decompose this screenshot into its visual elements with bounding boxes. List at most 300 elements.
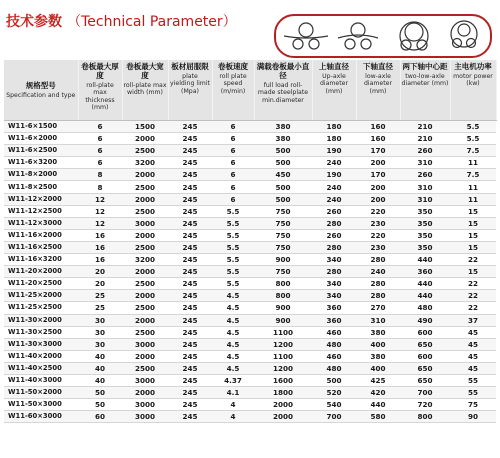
table-row — [4, 217, 496, 229]
table-row — [4, 399, 496, 411]
table-cell: 180 — [312, 133, 356, 145]
table-cell: 5.5 — [212, 254, 254, 266]
model-cell: W11-6×1500 — [4, 121, 78, 133]
model-cell: W11-6×2000 — [4, 133, 78, 145]
table-cell: 2500 — [122, 278, 168, 290]
table-cell: 340 — [312, 254, 356, 266]
model-cell: W11-25×2000 — [4, 290, 78, 302]
table-body — [4, 121, 496, 423]
table-cell: 4.5 — [212, 338, 254, 350]
table-cell: 245 — [168, 314, 212, 326]
table-cell: 2000 — [254, 411, 312, 423]
table-row — [4, 362, 496, 374]
table-row — [4, 133, 496, 145]
column-header-en: low-axle diameter (mm) — [363, 73, 393, 95]
column-header-en: Specification and type — [6, 91, 76, 99]
table-cell: 800 — [254, 278, 312, 290]
title-zh: 技术参数 — [6, 14, 62, 30]
table-cell: 310 — [356, 314, 400, 326]
table-cell: 245 — [168, 145, 212, 157]
table-cell: 3000 — [122, 399, 168, 411]
table-cell: 4.37 — [212, 374, 254, 386]
table-cell: 340 — [312, 278, 356, 290]
model-cell: W11-50×2000 — [4, 387, 78, 399]
table-cell: 3000 — [122, 217, 168, 229]
table-cell: 500 — [254, 157, 312, 169]
column-header — [312, 60, 356, 121]
table-cell: 490 — [400, 314, 450, 326]
table-cell: 6 — [78, 121, 122, 133]
table-row — [4, 278, 496, 290]
table-row — [4, 205, 496, 217]
table-row — [4, 302, 496, 314]
table-cell: 245 — [168, 205, 212, 217]
roller-diagram-graphic — [276, 16, 490, 56]
table-cell: 45 — [450, 350, 496, 362]
table-cell: 245 — [168, 157, 212, 169]
table-cell: 240 — [312, 157, 356, 169]
table-cell: 30 — [78, 338, 122, 350]
table-cell: 520 — [312, 387, 356, 399]
table-cell: 245 — [168, 229, 212, 241]
table-cell: 245 — [168, 278, 212, 290]
table-row — [4, 157, 496, 169]
table-cell: 245 — [168, 326, 212, 338]
parameter-table — [4, 60, 497, 423]
table-cell: 230 — [356, 241, 400, 253]
table-cell: 6 — [212, 133, 254, 145]
table-cell: 5.5 — [212, 241, 254, 253]
table-cell: 1500 — [122, 121, 168, 133]
table-cell: 540 — [312, 399, 356, 411]
model-cell: W11-16×2000 — [4, 229, 78, 241]
table-cell: 420 — [356, 387, 400, 399]
table-cell: 650 — [400, 362, 450, 374]
table-cell: 200 — [356, 157, 400, 169]
table-cell: 4.5 — [212, 290, 254, 302]
table-cell: 245 — [168, 399, 212, 411]
table-cell: 8 — [78, 181, 122, 193]
table-cell: 280 — [312, 241, 356, 253]
table-cell: 245 — [168, 302, 212, 314]
table-cell: 245 — [168, 217, 212, 229]
table-cell: 90 — [450, 411, 496, 423]
table-cell: 160 — [356, 121, 400, 133]
table-row — [4, 145, 496, 157]
model-cell: W11-30×2000 — [4, 314, 78, 326]
table-cell: 340 — [312, 290, 356, 302]
model-cell: W11-30×3000 — [4, 338, 78, 350]
column-header-zh: 主电机功率 — [454, 62, 492, 71]
column-header — [4, 60, 78, 121]
table-cell: 6 — [212, 181, 254, 193]
table-cell: 4.5 — [212, 362, 254, 374]
table-cell: 400 — [356, 362, 400, 374]
column-header-en: roll-plate max thickness (mm) — [85, 82, 115, 112]
table-cell: 3000 — [122, 374, 168, 386]
table-row — [4, 350, 496, 362]
column-header-zh: 卷板最大宽度 — [126, 62, 164, 80]
table-cell: 190 — [312, 169, 356, 181]
model-cell: W11-60×3000 — [4, 411, 78, 423]
column-header — [254, 60, 312, 121]
table-cell: 260 — [400, 169, 450, 181]
table-cell: 245 — [168, 133, 212, 145]
table-cell: 750 — [254, 229, 312, 241]
table-cell: 160 — [356, 133, 400, 145]
table-cell: 5.5 — [450, 133, 496, 145]
table-cell: 22 — [450, 254, 496, 266]
table-cell: 6 — [78, 145, 122, 157]
table-cell: 170 — [356, 169, 400, 181]
column-header-en: roll-plate max width (mm) — [123, 82, 167, 97]
table-cell: 25 — [78, 302, 122, 314]
table-cell: 5.5 — [212, 229, 254, 241]
column-header — [212, 60, 254, 121]
table-cell: 1200 — [254, 362, 312, 374]
table-cell: 15 — [450, 205, 496, 217]
table-cell: 245 — [168, 411, 212, 423]
table-cell: 2000 — [254, 399, 312, 411]
model-cell: W11-40×2000 — [4, 350, 78, 362]
table-cell: 60 — [78, 411, 122, 423]
table-header-row — [4, 60, 496, 121]
table-cell: 440 — [400, 278, 450, 290]
table-cell: 6 — [78, 133, 122, 145]
table-cell: 245 — [168, 362, 212, 374]
table-cell: 2500 — [122, 181, 168, 193]
model-cell: W11-12×3000 — [4, 217, 78, 229]
table-cell: 2000 — [122, 169, 168, 181]
table-row — [4, 387, 496, 399]
table-cell: 650 — [400, 374, 450, 386]
model-cell: W11-50×3000 — [4, 399, 78, 411]
table-cell: 600 — [400, 350, 450, 362]
column-header — [78, 60, 122, 121]
table-cell: 220 — [356, 205, 400, 217]
table-cell: 210 — [400, 121, 450, 133]
column-header-zh: 规格型号 — [25, 80, 56, 90]
table-cell: 2500 — [122, 205, 168, 217]
table-cell: 220 — [356, 229, 400, 241]
table-row — [4, 181, 496, 193]
title-en: （Technical Parameter） — [67, 14, 237, 30]
table-cell: 245 — [168, 290, 212, 302]
table-cell: 460 — [312, 350, 356, 362]
table-cell: 3000 — [122, 338, 168, 350]
table-cell: 4.5 — [212, 326, 254, 338]
table-cell: 800 — [400, 411, 450, 423]
table-cell: 245 — [168, 169, 212, 181]
column-header-en: Up-axle diameter (mm) — [319, 73, 349, 95]
table-cell: 50 — [78, 387, 122, 399]
table-cell: 3200 — [122, 157, 168, 169]
table-cell: 2000 — [122, 314, 168, 326]
table-cell: 2000 — [122, 266, 168, 278]
table-cell: 240 — [312, 193, 356, 205]
table-cell: 650 — [400, 338, 450, 350]
roller-set-1 — [284, 23, 328, 49]
table-cell: 16 — [78, 241, 122, 253]
table-cell: 350 — [400, 229, 450, 241]
table-cell: 1100 — [254, 350, 312, 362]
table-row — [4, 314, 496, 326]
table-cell: 580 — [356, 411, 400, 423]
table-cell: 245 — [168, 266, 212, 278]
table-cell: 6 — [78, 157, 122, 169]
table-cell: 360 — [312, 302, 356, 314]
table-cell: 4.5 — [212, 314, 254, 326]
table-cell: 380 — [254, 121, 312, 133]
table-cell: 40 — [78, 362, 122, 374]
table-cell: 380 — [356, 350, 400, 362]
table-cell: 16 — [78, 254, 122, 266]
table-cell: 280 — [356, 254, 400, 266]
table-cell: 900 — [254, 302, 312, 314]
table-row — [4, 193, 496, 205]
column-header — [168, 60, 212, 121]
table-cell: 750 — [254, 241, 312, 253]
table-cell: 350 — [400, 217, 450, 229]
column-header — [122, 60, 168, 121]
table-cell: 200 — [356, 181, 400, 193]
column-header-zh: 板材屈服限 — [171, 62, 209, 71]
table-cell: 600 — [400, 326, 450, 338]
table-cell: 6 — [212, 169, 254, 181]
table-cell: 440 — [356, 399, 400, 411]
table-cell: 280 — [356, 278, 400, 290]
table-cell: 750 — [254, 266, 312, 278]
column-header-zh: 卷板最大厚度 — [81, 62, 119, 80]
table-cell: 500 — [312, 374, 356, 386]
table-cell: 440 — [400, 254, 450, 266]
table-cell: 260 — [312, 205, 356, 217]
model-cell: W11-40×3000 — [4, 374, 78, 386]
table-cell: 55 — [450, 374, 496, 386]
table-cell: 1100 — [254, 326, 312, 338]
table-cell: 6 — [212, 145, 254, 157]
column-header-en: two-low-axle diameter (mm) — [401, 73, 449, 88]
table-cell: 22 — [450, 278, 496, 290]
model-cell: W11-6×2500 — [4, 145, 78, 157]
table-row — [4, 266, 496, 278]
table-cell: 5.5 — [212, 266, 254, 278]
table-cell: 350 — [400, 205, 450, 217]
table-row — [4, 338, 496, 350]
table-cell: 2500 — [122, 241, 168, 253]
table-cell: 2500 — [122, 326, 168, 338]
table-cell: 245 — [168, 254, 212, 266]
table-cell: 20 — [78, 278, 122, 290]
table-cell: 1800 — [254, 387, 312, 399]
table-cell: 1600 — [254, 374, 312, 386]
table-cell: 425 — [356, 374, 400, 386]
model-cell: W11-20×2000 — [4, 266, 78, 278]
roller-diagram — [274, 14, 492, 58]
table-row — [4, 121, 496, 133]
table-cell: 245 — [168, 350, 212, 362]
table-cell: 480 — [400, 302, 450, 314]
table-cell: 6 — [212, 193, 254, 205]
table-cell: 12 — [78, 205, 122, 217]
column-header-en: full load roll-made steelplate min.diameter — [257, 82, 309, 104]
table-row — [4, 254, 496, 266]
table-cell: 75 — [450, 399, 496, 411]
table-cell: 450 — [254, 169, 312, 181]
model-cell: W11-6×3200 — [4, 157, 78, 169]
table-cell: 50 — [78, 399, 122, 411]
table-cell: 15 — [450, 241, 496, 253]
table-cell: 4 — [212, 411, 254, 423]
table-cell: 170 — [356, 145, 400, 157]
table-cell: 1200 — [254, 338, 312, 350]
table-cell: 245 — [168, 181, 212, 193]
table-cell: 500 — [254, 193, 312, 205]
table-cell: 500 — [254, 181, 312, 193]
table-cell: 45 — [450, 338, 496, 350]
table-cell: 2000 — [122, 350, 168, 362]
table-cell: 4.1 — [212, 387, 254, 399]
table-cell: 45 — [450, 362, 496, 374]
table-cell: 5.5 — [212, 217, 254, 229]
table-cell: 245 — [168, 374, 212, 386]
table-cell: 260 — [312, 229, 356, 241]
table-cell: 12 — [78, 217, 122, 229]
table-cell: 750 — [254, 217, 312, 229]
table-cell: 900 — [254, 314, 312, 326]
table-cell: 480 — [312, 338, 356, 350]
table-cell: 2500 — [122, 362, 168, 374]
table-cell: 245 — [168, 338, 212, 350]
column-header-zh: 下轴直径 — [363, 62, 393, 71]
table-cell: 45 — [450, 326, 496, 338]
table-cell: 800 — [254, 290, 312, 302]
table-cell: 30 — [78, 326, 122, 338]
table-cell: 30 — [78, 314, 122, 326]
table-cell: 310 — [400, 193, 450, 205]
table-cell: 440 — [400, 290, 450, 302]
table-cell: 200 — [356, 193, 400, 205]
table-cell: 720 — [400, 399, 450, 411]
table-cell: 2000 — [122, 290, 168, 302]
roller-set-4 — [451, 21, 477, 48]
column-header-zh: 两下轴中心距 — [402, 62, 448, 71]
model-cell: W11-12×2500 — [4, 205, 78, 217]
table-cell: 3000 — [122, 411, 168, 423]
table-cell: 15 — [450, 229, 496, 241]
table-cell: 280 — [312, 266, 356, 278]
table-cell: 280 — [312, 217, 356, 229]
table-cell: 245 — [168, 241, 212, 253]
column-header-zh: 上轴直径 — [319, 62, 349, 71]
table-cell: 55 — [450, 387, 496, 399]
table-cell: 500 — [254, 145, 312, 157]
model-cell: W11-20×2500 — [4, 278, 78, 290]
table-cell: 4.5 — [212, 350, 254, 362]
table-cell: 270 — [356, 302, 400, 314]
table-cell: 900 — [254, 254, 312, 266]
table-cell: 245 — [168, 193, 212, 205]
table-cell: 5.5 — [212, 205, 254, 217]
table-row — [4, 326, 496, 338]
table-cell: 380 — [254, 133, 312, 145]
table-cell: 240 — [312, 181, 356, 193]
table-cell: 700 — [312, 411, 356, 423]
column-header-en: motor power (kw) — [453, 73, 493, 88]
table-row — [4, 290, 496, 302]
table-cell: 280 — [356, 290, 400, 302]
table-cell: 15 — [450, 266, 496, 278]
table-cell: 11 — [450, 193, 496, 205]
table-cell: 460 — [312, 326, 356, 338]
column-header — [450, 60, 496, 121]
table-cell: 6 — [212, 157, 254, 169]
page-title — [6, 8, 237, 34]
table-cell: 700 — [400, 387, 450, 399]
table-cell: 7.5 — [450, 169, 496, 181]
table-cell: 2000 — [122, 387, 168, 399]
table-cell: 350 — [400, 241, 450, 253]
table-cell: 40 — [78, 350, 122, 362]
column-header-zh: 卷板速度 — [218, 62, 248, 71]
table-cell: 190 — [312, 145, 356, 157]
column-header — [400, 60, 450, 121]
table-cell: 5.5 — [212, 278, 254, 290]
roller-set-2 — [338, 23, 378, 49]
table-cell: 3200 — [122, 254, 168, 266]
model-cell: W11-8×2000 — [4, 169, 78, 181]
table-cell: 40 — [78, 374, 122, 386]
table-cell: 25 — [78, 290, 122, 302]
model-cell: W11-25×2500 — [4, 302, 78, 314]
table-cell: 400 — [356, 338, 400, 350]
table-cell: 7.5 — [450, 145, 496, 157]
model-cell: W11-8×2500 — [4, 181, 78, 193]
table-cell: 2500 — [122, 302, 168, 314]
table-cell: 4.5 — [212, 302, 254, 314]
table-cell: 2000 — [122, 133, 168, 145]
table-cell: 380 — [356, 326, 400, 338]
table-cell: 310 — [400, 157, 450, 169]
table-cell: 11 — [450, 157, 496, 169]
table-cell: 20 — [78, 266, 122, 278]
table-cell: 2000 — [122, 229, 168, 241]
table-cell: 2500 — [122, 145, 168, 157]
table-cell: 5.5 — [450, 121, 496, 133]
model-cell: W11-16×2500 — [4, 241, 78, 253]
column-header-zh: 满载卷板最小直径 — [256, 62, 310, 80]
table-cell: 210 — [400, 133, 450, 145]
table-row — [4, 411, 496, 423]
table-cell: 360 — [312, 314, 356, 326]
table-row — [4, 241, 496, 253]
table-cell: 310 — [400, 181, 450, 193]
table-cell: 260 — [400, 145, 450, 157]
table-row — [4, 169, 496, 181]
table-cell: 37 — [450, 314, 496, 326]
table-cell: 16 — [78, 229, 122, 241]
column-header-en: roll plate speed (m/min) — [219, 73, 247, 95]
table-cell: 245 — [168, 387, 212, 399]
table-cell: 22 — [450, 290, 496, 302]
model-cell: W11-30×2500 — [4, 326, 78, 338]
table-cell: 750 — [254, 205, 312, 217]
table-cell: 12 — [78, 193, 122, 205]
model-cell: W11-16×3200 — [4, 254, 78, 266]
model-cell: W11-12×2000 — [4, 193, 78, 205]
column-header-en: plate yielding limit (Mpa) — [170, 73, 210, 95]
table-cell: 15 — [450, 217, 496, 229]
